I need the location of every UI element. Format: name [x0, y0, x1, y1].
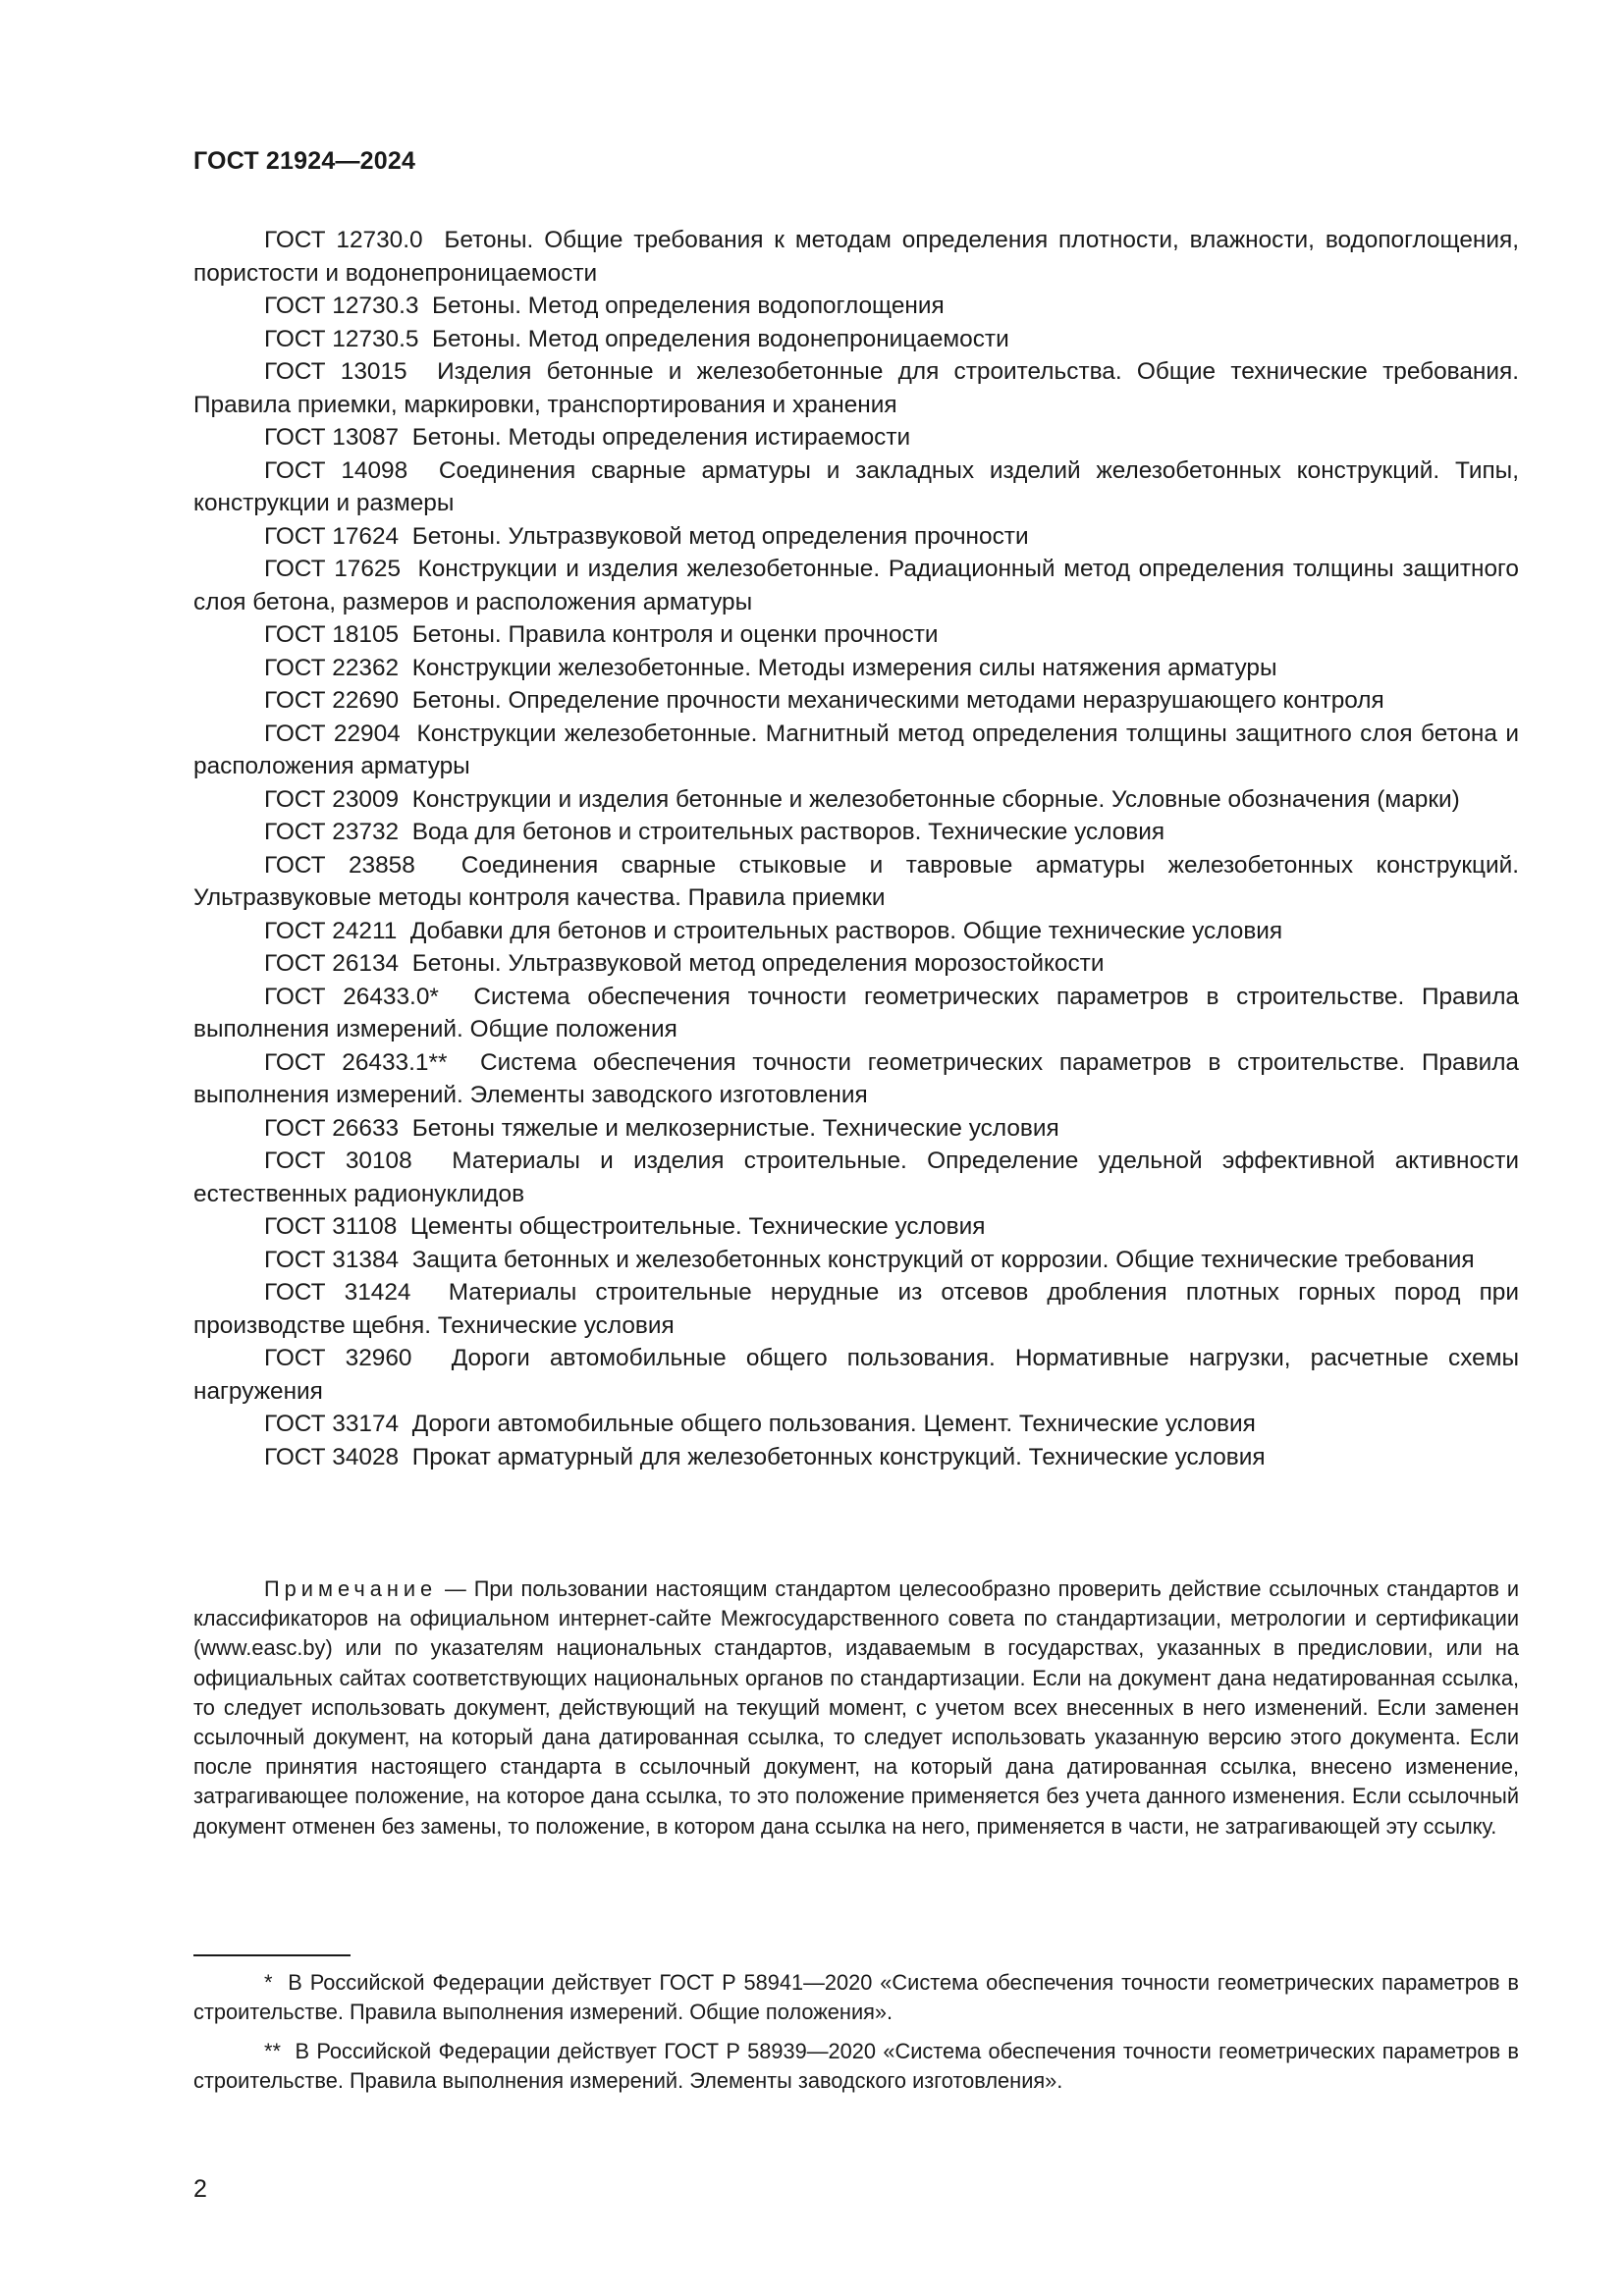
reference-item: [193, 553, 1519, 618]
footnote-separator: [193, 1954, 351, 1956]
reference-item: [193, 816, 1519, 849]
reference-item: [193, 1276, 1519, 1342]
reference-title: Бетоны. Определение прочности механическими методами неразрушающего контроля: [411, 687, 1384, 714]
note-text: — При пользовании настоящим стандартом целесообразно проверить действие ссылочных стандартов и классификаторов на официальном интернет-сайте Межгосударственного совета по стандартизации, метрологии и сертификации (www.easc.by) или по указателям национальных стандартов, издаваемым в государствах, указанных в предисловии, или на официальных сайтах соответствующих национальных органов по стандартизации. Если на документ дана недатированная ссылка, то следует использовать документ, действующий на текущий момент, с учетом всех внесенных в него изменений. Если заменен ссылочный документ, на который дана датированная ссылка, то следует использовать указанную версию этого документа. Если после принятия настоящего стандарта в ссылочный документ, на который дана датированная ссылка, внесено изменение, затрагивающее положение, на которое дана ссылка, то это положение применяется без учета данного изменения. Если ссылочный документ отменен без замены, то положение, в котором дана ссылка на него, применяется в части, не затрагивающей эту ссылку.: [193, 1576, 1519, 1839]
reference-item: [193, 1408, 1519, 1441]
reference-item: [193, 652, 1519, 685]
note-label: Примечание: [264, 1576, 438, 1601]
reference-title: Конструкции и изделия железобетонные. Радиационный метод определения толщины защитного слоя бетона, размеров и расположения арматуры: [193, 556, 1519, 615]
reference-item: [193, 618, 1519, 652]
reference-item: [193, 718, 1519, 783]
reference-code: ГОСТ 17625: [264, 556, 402, 582]
reference-code: ГОСТ 24211: [264, 917, 398, 944]
normative-references-list: [193, 224, 1519, 1473]
reference-code: ГОСТ 30108: [264, 1148, 412, 1174]
reference-code: ГОСТ 32960: [264, 1345, 412, 1371]
document-header: ГОСТ 21924—2024: [193, 147, 416, 175]
reference-item: [193, 224, 1519, 290]
reference-title: Добавки для бетонов и строительных растворов. Общие технические условия: [409, 917, 1283, 944]
reference-code: ГОСТ 12730.0: [264, 227, 423, 253]
reference-title: Конструкции железобетонные. Магнитный метод определения толщины защитного слоя бетона и расположения арматуры: [193, 720, 1519, 779]
reference-code: ГОСТ 23009: [264, 785, 400, 813]
reference-title: Дороги автомобильные общего пользования. Нормативные нагрузки, расчетные схемы нагружения: [193, 1345, 1519, 1405]
reference-item: [193, 981, 1519, 1046]
reference-code: ГОСТ 17624: [264, 522, 400, 550]
footnote-mark: **: [264, 2039, 281, 2063]
reference-code: ГОСТ 13087: [264, 424, 400, 451]
reference-item: [193, 421, 1519, 454]
note-paragraph: [193, 1575, 1519, 1842]
reference-code: ГОСТ 14098: [264, 456, 408, 484]
reference-item: [193, 520, 1519, 554]
reference-title: Прокат арматурный для железобетонных конструкций. Технические условия: [411, 1443, 1266, 1470]
reference-title: Конструкции железобетонные. Методы измерения силы натяжения арматуры: [411, 654, 1277, 681]
reference-code: ГОСТ 33174: [264, 1411, 400, 1437]
reference-item: [193, 947, 1519, 981]
reference-item: [193, 1145, 1519, 1210]
reference-title: Изделия бетонные и железобетонные для строительства. Общие технические требования. Правила приемки, маркировки, транспортирования и хранения: [193, 358, 1520, 418]
reference-code: ГОСТ 22362: [264, 654, 400, 681]
reference-code: ГОСТ 22690: [264, 687, 400, 714]
reference-item: [193, 915, 1519, 948]
reference-title: Вода для бетонов и строительных растворов. Технические условия: [411, 819, 1165, 845]
footnote-mark: *: [264, 1970, 273, 1995]
reference-item: [193, 849, 1519, 915]
reference-code: ГОСТ 26134: [264, 950, 400, 977]
reference-code: ГОСТ 26633: [264, 1114, 400, 1142]
reference-item: [193, 323, 1519, 356]
reference-title: Бетоны тяжелые и мелкозернистые. Технические условия: [411, 1114, 1059, 1142]
reference-item: [193, 684, 1519, 718]
reference-title: Конструкции и изделия бетонные и железобетонные сборные. Условные обозначения (марки): [411, 785, 1460, 813]
footnotes: [193, 1968, 1519, 2106]
reference-item: [193, 783, 1519, 817]
reference-code: ГОСТ 18105: [264, 621, 400, 648]
reference-title: Бетоны. Общие требования к методам определения плотности, влажности, водопоглощения, пористости и водонепроницаемости: [193, 227, 1519, 287]
reference-item: [193, 1441, 1519, 1474]
reference-title: Система обеспечения точности геометрических параметров в строительстве. Правила выполнения измерений. Общие положения: [193, 983, 1519, 1042]
reference-item: [193, 1210, 1519, 1244]
reference-title: Бетоны. Метод определения водонепроницаемости: [432, 325, 1009, 352]
reference-item: [193, 1244, 1519, 1277]
reference-title: Бетоны. Методы определения истираемости: [411, 424, 911, 451]
reference-item: [193, 1046, 1519, 1112]
reference-code: ГОСТ 12730.3: [264, 293, 419, 319]
reference-title: Соединения сварные стыковые и тавровые арматуры железобетонных конструкций. Ультразвуковые методы контроля качества. Правила приемки: [193, 851, 1519, 911]
reference-title: Материалы строительные нерудные из отсевов дробления плотных горных пород при производстве щебня. Технические условия: [193, 1279, 1519, 1339]
reference-title: Соединения сварные арматуры и закладных изделий железобетонных конструкций. Типы, конструкции и размеры: [193, 456, 1519, 516]
reference-code: ГОСТ 31424: [264, 1279, 411, 1306]
reference-item: [193, 454, 1519, 520]
reference-item: [193, 355, 1519, 421]
reference-item: [193, 290, 1519, 323]
reference-item: [193, 1342, 1519, 1408]
footnote-text: В Российской Федерации действует ГОСТ Р 58939—2020 «Система обеспечения точности геометрических параметров в строительстве. Правила выполнения измерений. Элементы заводского изготовления».: [193, 2039, 1519, 2093]
reference-code: ГОСТ 31384: [264, 1246, 400, 1273]
footnote-text: В Российской Федерации действует ГОСТ Р 58941—2020 «Система обеспечения точности геометрических параметров в строительстве. Правила выполнения измерений. Общие положения».: [193, 1970, 1519, 2024]
reference-code: ГОСТ 31108: [264, 1213, 398, 1240]
reference-title: Защита бетонных и железобетонных конструкций от коррозии. Общие технические требования: [411, 1246, 1475, 1273]
reference-title: Система обеспечения точности геометрических параметров в строительстве. Правила выполнения измерений. Элементы заводского изготовления: [193, 1048, 1519, 1108]
footnote: [193, 1968, 1519, 2027]
reference-code: ГОСТ 12730.5: [264, 325, 419, 352]
reference-code: ГОСТ 23732: [264, 819, 400, 845]
reference-code: ГОСТ 13015: [264, 358, 407, 385]
reference-code: ГОСТ 23858: [264, 851, 415, 879]
footnote: [193, 2037, 1519, 2096]
reference-title: Бетоны. Метод определения водопоглощения: [432, 293, 945, 319]
reference-title: Бетоны. Ультразвуковой метод определения прочности: [411, 522, 1029, 550]
page-number: 2: [193, 2175, 207, 2203]
reference-title: Дороги автомобильные общего пользования. Цемент. Технические условия: [411, 1411, 1256, 1437]
reference-code: ГОСТ 26433.1**: [264, 1048, 448, 1076]
reference-title: Бетоны. Правила контроля и оценки прочности: [411, 621, 939, 648]
reference-code: ГОСТ 34028: [264, 1443, 400, 1470]
reference-title: Цементы общестроительные. Технические условия: [409, 1213, 986, 1240]
reference-item: [193, 1112, 1519, 1146]
reference-code: ГОСТ 26433.0*: [264, 983, 439, 1010]
reference-code: ГОСТ 22904: [264, 720, 401, 747]
reference-title: Материалы и изделия строительные. Определение удельной эффективной активности естественных радионуклидов: [193, 1148, 1519, 1207]
reference-title: Бетоны. Ультразвуковой метод определения морозостойкости: [411, 950, 1105, 977]
